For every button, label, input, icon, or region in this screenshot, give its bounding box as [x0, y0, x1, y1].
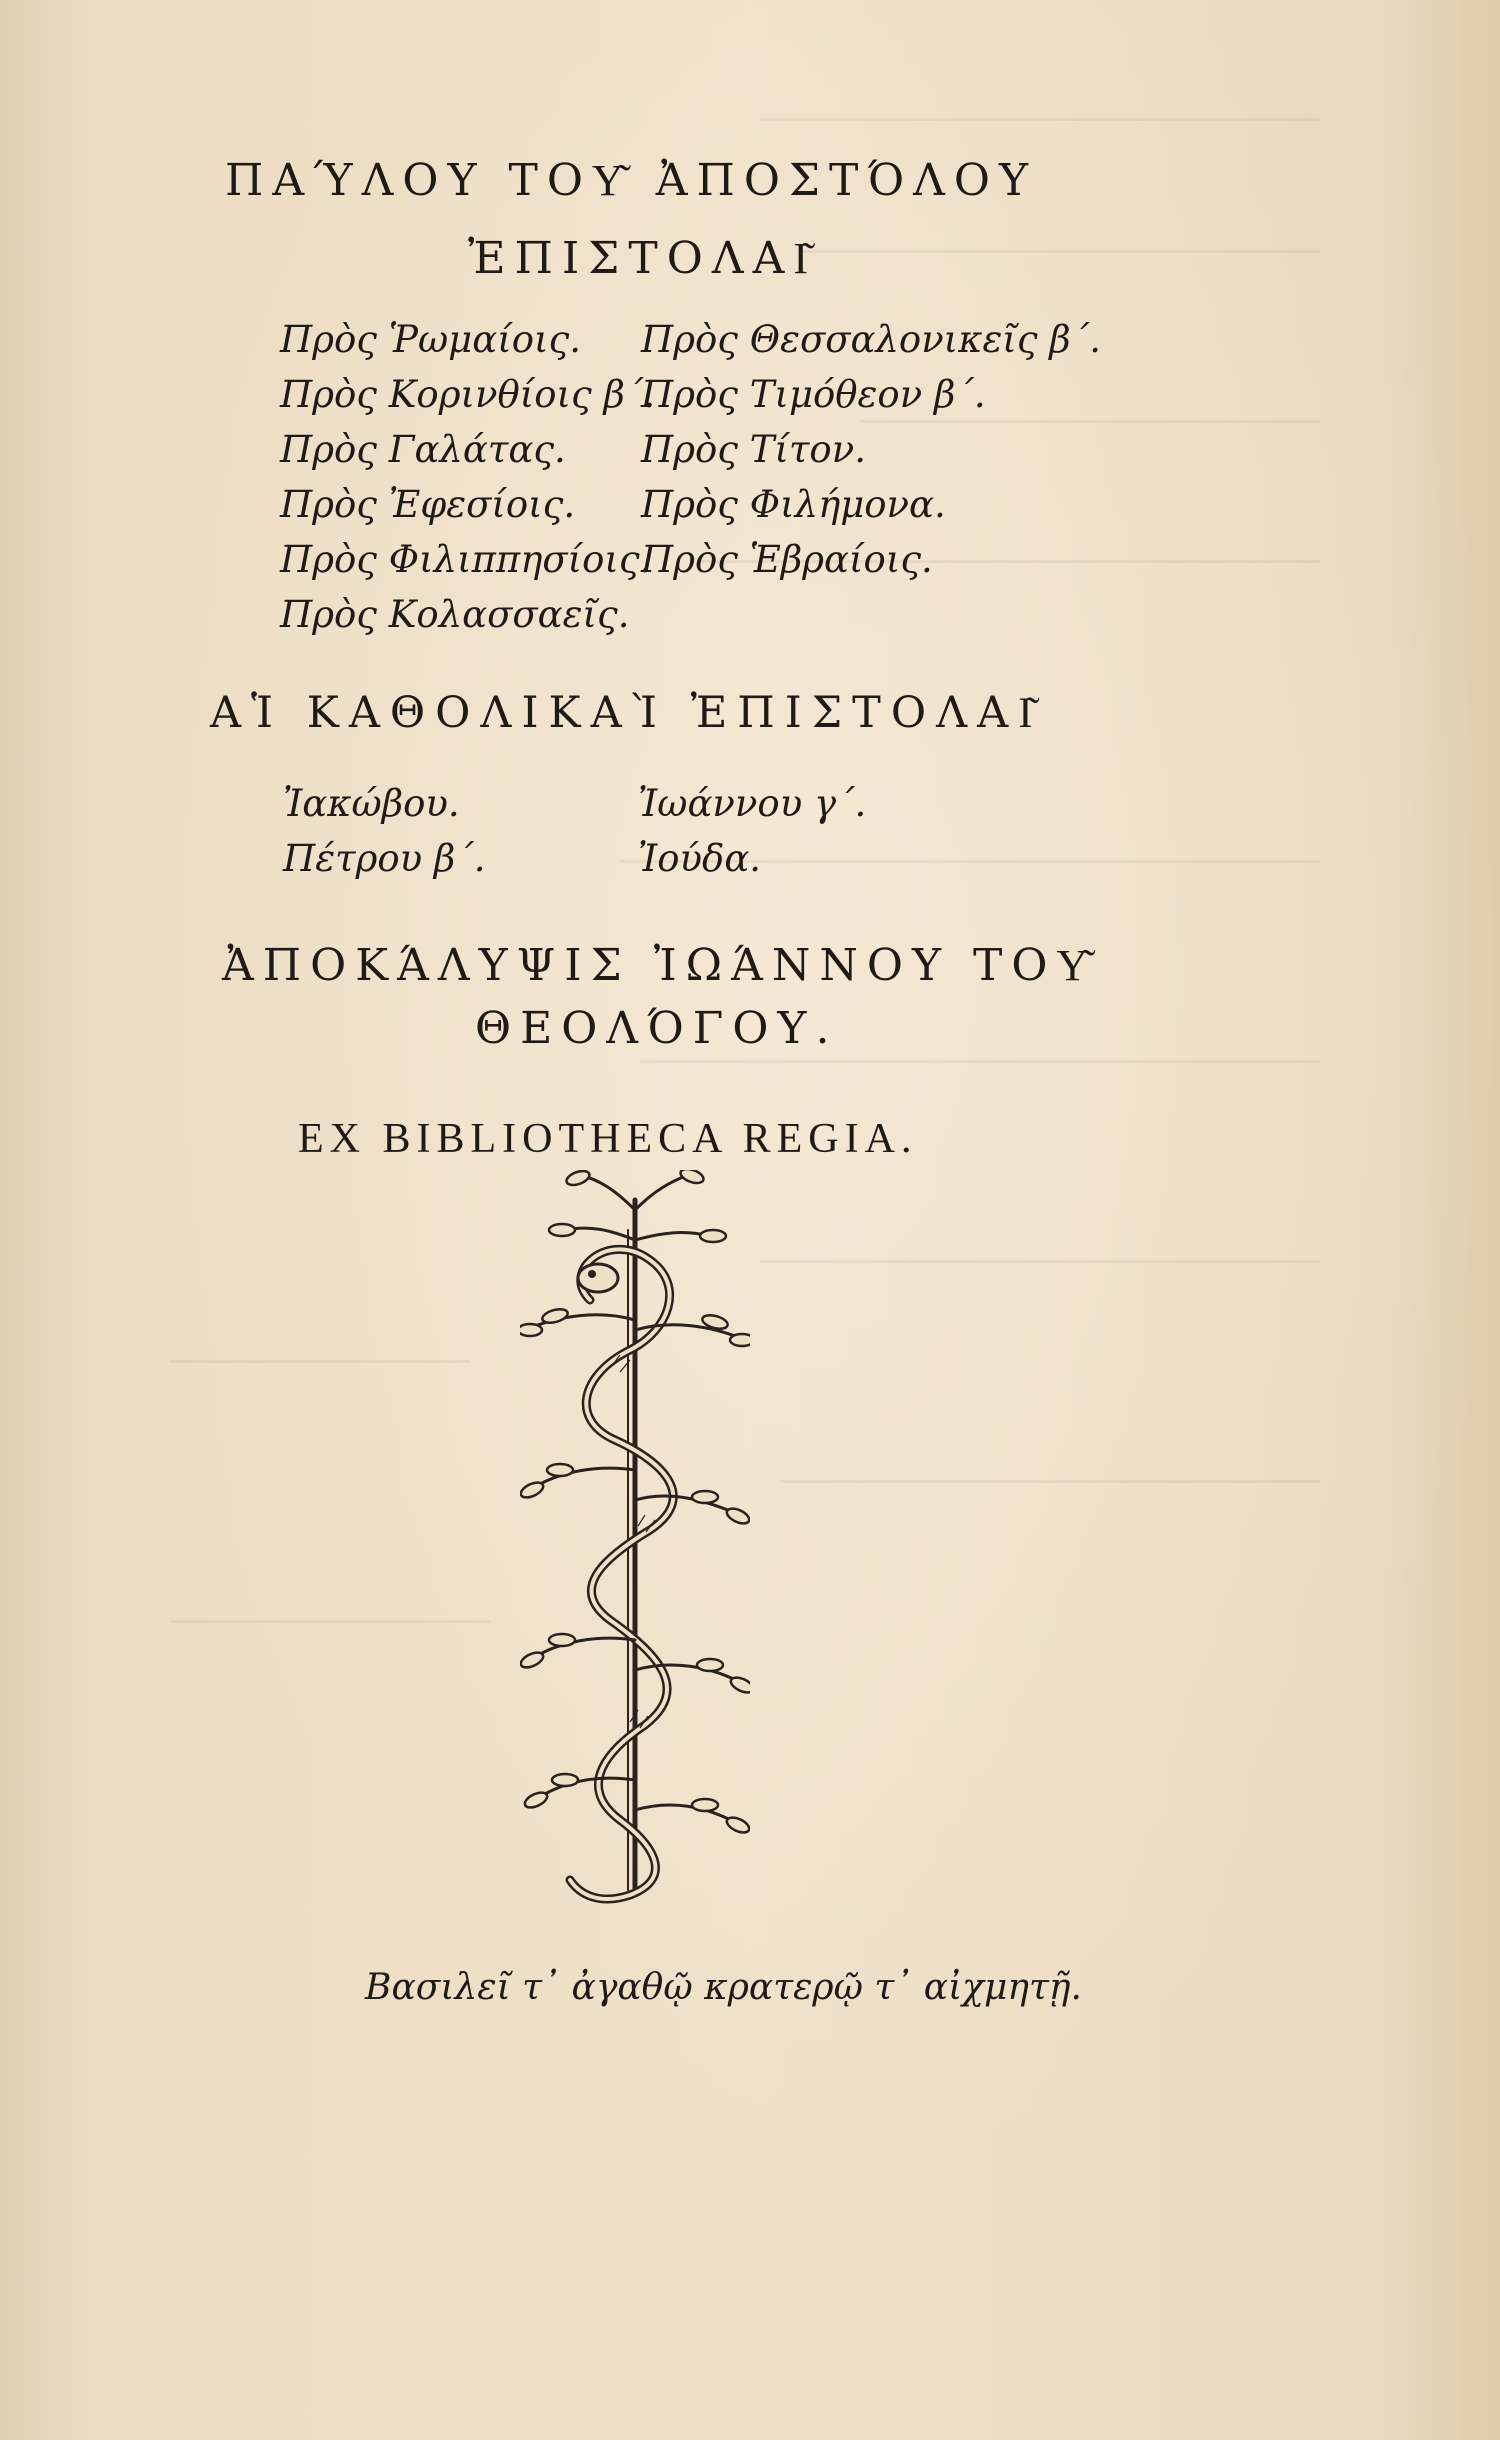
epistle-entry: Πρὸς Τιμόθεον β΄.	[641, 373, 986, 416]
epistle-entry: Πρὸς Φιλιππησίοις.	[280, 538, 652, 581]
epistle-entry: Πρὸς Ἑβραίοις.	[641, 538, 933, 581]
epistle-entry: Πρὸς Τίτον.	[641, 428, 866, 471]
show-through-line	[760, 1260, 1320, 1263]
pauline-epistles-left-column	[280, 312, 655, 642]
title-line-1: ΠΑΎΛΟΥ ΤΟΥ͂ ἈΠΟΣΤΌΛΟΥ	[225, 155, 1038, 206]
show-through-line	[640, 1060, 1320, 1063]
epistle-entry: Πέτρου β΄.	[283, 837, 486, 880]
serpent-staff-device-image	[520, 1170, 750, 1930]
catholic-epistles-right-column	[638, 776, 866, 886]
show-through-line	[170, 1360, 470, 1363]
epistle-entry: Ἰούδα.	[638, 837, 762, 880]
show-through-line	[760, 118, 1320, 121]
epistle-entry: Πρὸς Φιλήμονα.	[641, 483, 946, 526]
epistle-entry: Πρὸς Γαλάτας.	[280, 428, 566, 471]
epistle-entry: Πρὸς Ἐφεσίοις.	[280, 483, 576, 526]
epistle-entry: Ἰωάννου γ΄.	[638, 782, 867, 825]
epistle-entry: Πρὸς Θεσσαλονικεῖς β΄.	[641, 318, 1101, 361]
epistle-entry: Πρὸς Κολασσαεῖς.	[280, 593, 630, 636]
motto-line: Βασιλεῖ τ᾽ ἀγαθῷ κρατερῷ τ᾽ αἰχμητῇ.	[365, 1967, 1082, 2008]
apocalypse-heading-line-2: ΘΕΟΛΌΓΟΥ.	[475, 1003, 839, 1054]
title-line-2: ἘΠΙΣΤΟΛΑΙ͂	[468, 233, 818, 284]
imprint-line: EX BIBLIOTHECA REGIA.	[298, 1116, 918, 1162]
show-through-line	[170, 1620, 490, 1623]
epistle-entry: Πρὸς Κορινθίοις β΄.	[280, 373, 656, 416]
show-through-line	[780, 1480, 1320, 1483]
catholic-epistles-left-column	[283, 776, 486, 886]
epistle-entry: Ἰακώβου.	[283, 782, 460, 825]
pauline-epistles-right-column	[641, 312, 1101, 587]
catholic-epistles-heading: ΑἹ ΚΑΘΟΛΙΚΑῚ ἘΠΙΣΤΟΛΑΙ͂	[210, 688, 1043, 738]
epistle-entry: Πρὸς Ῥωμαίοις.	[280, 318, 581, 361]
apocalypse-heading-line-1: ἈΠΟΚΆΛΥΨΙΣ ἸΩΆΝΝΟΥ ΤΟΥ͂	[222, 940, 1098, 991]
